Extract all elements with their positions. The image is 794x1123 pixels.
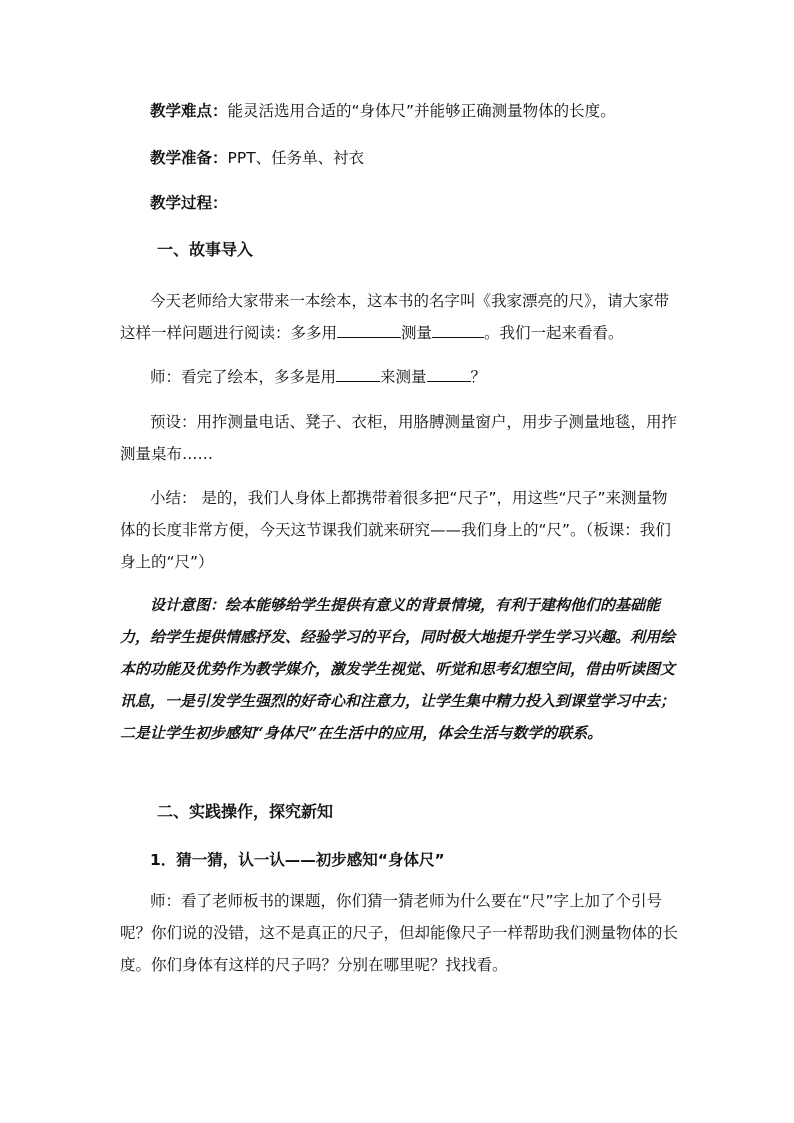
intro-text-part1: 今天老师给大家带来一本绘本，这本书的名字叫《我家漂亮的尺》，请大家带这样一样问题进行阅读：多多用 [120,292,670,342]
teacher-question-part3: ？ [470,368,487,386]
summary-paragraph: 小结： 是的，我们人身体上都携带着很多把“尺子”，用这些“尺子”来测量物体的长度非常方便，今天这节课我们就来研究——我们身上的“尺”。（板课：我们身上的“尺”） [120,489,671,571]
teaching-preparation-text: PPT、任务单、衬衣 [227,149,365,167]
teaching-process-label: 教学过程： [150,194,228,212]
subsection1-title: 1．猜一猜，认一认——初步感知“身体尺” [150,851,445,869]
teaching-preparation-label: 教学准备： [150,149,228,167]
teaching-preparation-paragraph [120,142,680,174]
teacher-question-part2: 来测量 [380,368,427,386]
teaching-difficulty-label: 教学难点： [150,102,228,120]
teacher-question [120,361,680,393]
teacher-question-blank-1 [336,361,380,382]
teacher-question-blank-2 [427,361,471,382]
teaching-process-paragraph [120,187,680,219]
teaching-difficulty-paragraph [120,95,680,127]
teacher-question-part1: 师：看完了绘本，多多是用 [150,368,337,386]
section1-intro [120,285,680,349]
preset-paragraph: 预设：用拃测量电话、凳子、衣柜，用胳膊测量窗户，用步子测量地毯，用拃测量桌布…… [120,413,678,463]
design-intent-paragraph: 设计意图：绘本能够给学生提供有意义的背景情境，有利于建构他们的基础能力，给学生提供情感抒发、经验学习的平台，同时极大地提升学生学习兴趣。利用绘本的功能及优势作为教学媒介，激发学生视觉、听觉和思考幻想空间，借由听读图文讯息，一是引发学生强烈的好奇心和注意力，让学生集中精力投入到课堂学习中去；二是让学生初步感知“身体尺”在生活中的应用，体会生活与数学的联系。 [120,596,676,742]
section2-title: 二、实践操作，探究新知 [157,802,334,821]
intro-blank-2 [432,317,484,338]
subsection1-text: 师：看了老师板书的课题，你们猜一猜老师为什么要在“尺”字上加了个引号呢？你们说的没错，这不是真正的尺子，但却能像尺子一样帮助我们测量物体的长度。你们身体有这样的尺子吗？分别在哪里呢？找找看。 [120,892,679,974]
section1-title: 一、故事导入 [157,240,254,259]
intro-blank-1 [337,317,401,338]
intro-text-part3: 。我们一起来看看。 [484,324,624,342]
intro-text-part2: 测量 [401,324,433,342]
teaching-difficulty-text: 能灵活选用合适的“身体尺”并能够正确测量物体的长度。 [227,102,616,120]
